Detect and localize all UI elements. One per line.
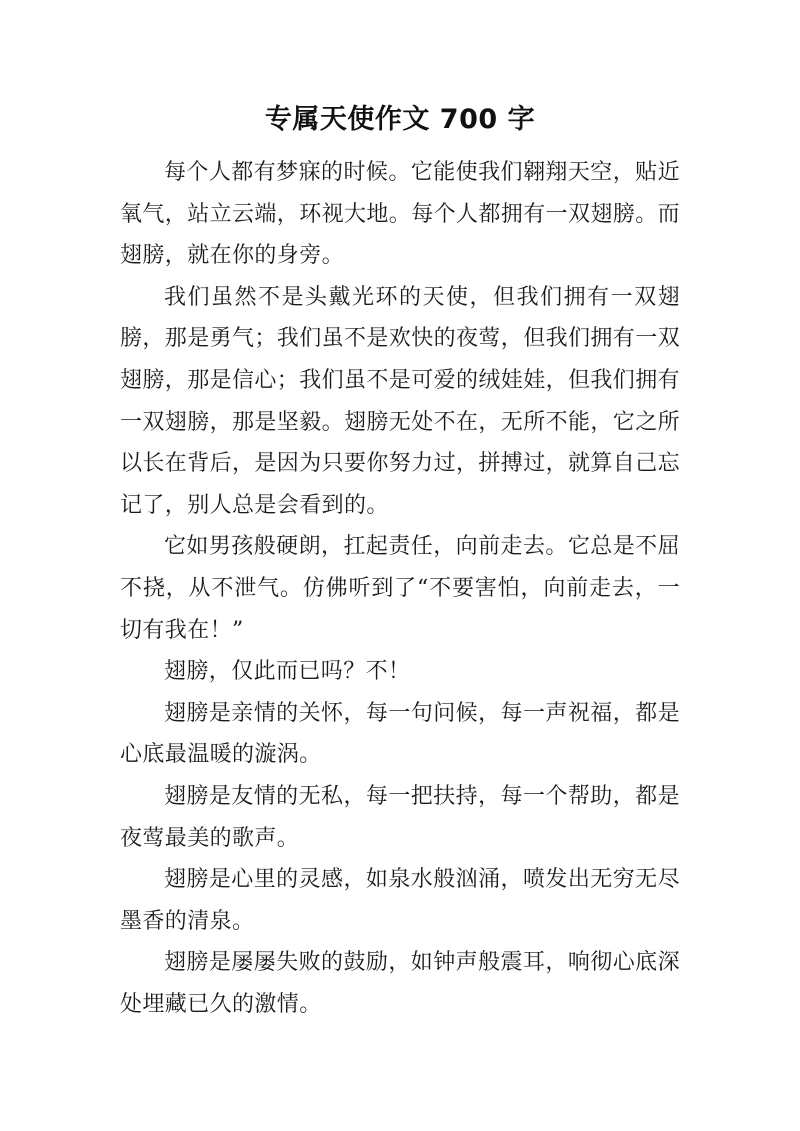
paragraph: 翅膀，仅此而已吗？不！ — [164, 659, 411, 685]
paragraph: 翅膀是屡屡失败的鼓励，如钟声般震耳，响彻心底深处埋藏已久的激情。 — [120, 950, 680, 1017]
paragraph: 翅膀是亲情的关怀，每一句问候，每一声祝福，都是心底最温暖的漩涡。 — [120, 700, 680, 768]
paragraph: 每个人都有梦寐的时候。它能使我们翱翔天空，贴近氧气，站立云端，环视大地。每个人都拥有一双翅膀。而翅膀，就在你的身旁。 — [120, 160, 681, 269]
document-body — [120, 152, 680, 1025]
paragraph: 我们虽然不是头戴光环的天使，但我们拥有一双翅膀，那是勇气；我们虽不是欢快的夜莺，但我们拥有一双翅膀，那是信心；我们虽不是可爱的绒娃娃，但我们拥有一双翅膀，那是坚毅。翅膀无处不在，无所不能，它之所以长在背后，是因为只要你努力过，拼搏过，就算自己忘记了，别人总是会看到的。 — [120, 284, 681, 518]
paragraph: 翅膀是友情的无私，每一把扶持，每一个帮助，都是夜莺最美的歌声。 — [120, 783, 680, 851]
paragraph: 它如男孩般硬朗，扛起责任，向前走去。它总是不屈不挠，从不泄气。仿佛听到了“不要害怕，向前走去，一切有我在！” — [120, 534, 680, 643]
document-title: 专属天使作文 700 字 — [264, 104, 536, 135]
paragraph: 翅膀是心里的灵感，如泉水般汹涌，喷发出无穷无尽墨香的清泉。 — [120, 867, 680, 934]
